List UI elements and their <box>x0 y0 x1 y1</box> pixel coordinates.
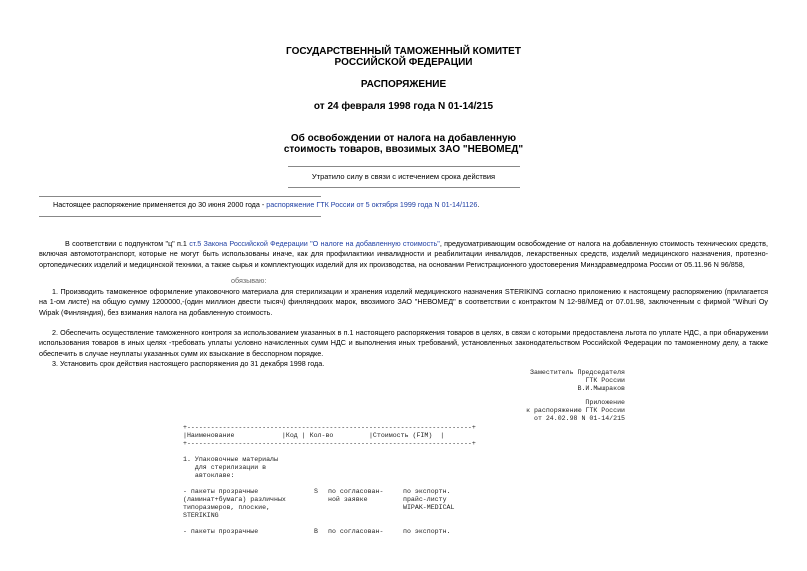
cell-line: по согласован- <box>328 488 384 495</box>
cell-line: WIPAK-MEDICAL <box>403 504 455 511</box>
cell-line: - пакеты прозрачные <box>183 488 259 495</box>
item-3-paragraph: 3. Установить срок действия настоящего распоряжения до 31 декабря 1998 года. <box>52 359 325 368</box>
cell-line: STERIKING <box>183 512 219 519</box>
group-title-line: для стерилизации в <box>183 464 267 471</box>
link-law-vat[interactable]: ст.5 Закона Российской Федерации "О налоге на добавленную стоимость" <box>189 239 440 248</box>
issuer-line-2: РОССИЙСКОЙ ФЕДЕРАЦИИ <box>334 57 473 68</box>
table-row-1-qty <box>328 488 383 504</box>
link-rasporyazhenie-1126[interactable]: распоряжение ГТК России от 5 октября 1999 года N 01-14/1126 <box>266 200 478 209</box>
cell-line: типоразмеров, плоские, <box>183 504 271 511</box>
divider <box>288 166 520 167</box>
table-group-title <box>183 456 278 480</box>
status-lost-force: Утратило силу в связи с истечением срока действия <box>311 172 496 181</box>
table-row-1-code: S <box>314 488 318 495</box>
table-header-separator: +------------------------------------------------------------------------+ <box>183 440 476 447</box>
table-row-2-name: - пакеты прозрачные <box>183 528 259 535</box>
applies-note <box>53 200 753 210</box>
issuer-line-1: ГОСУДАРСТВЕННЫЙ ТАМОЖЕННЫЙ КОМИТЕТ <box>286 46 521 57</box>
preamble-paragraph <box>39 239 768 270</box>
table-row-1-cost <box>403 488 454 512</box>
appendix-caption <box>420 399 625 423</box>
divider <box>39 216 321 217</box>
signature-name: В.И.Мышраков <box>577 385 625 392</box>
signature-position: Заместитель Председателя <box>530 369 625 376</box>
document-type: РАСПОРЯЖЕНИЕ <box>360 79 447 90</box>
group-title-line: автоклаве: <box>183 472 235 479</box>
applies-note-text: Настоящее распоряжение применяется до 30 июня 2000 года - <box>53 200 267 209</box>
preamble-text: В соответствии с подпунктом "ц" п.1 <box>65 239 190 248</box>
cell-line: прайс-листу <box>403 496 447 503</box>
table-row-1-name <box>183 488 286 520</box>
cell-line: ной заявке <box>328 496 368 503</box>
table-row-2-code: B <box>314 528 318 535</box>
document-title-line-2: стоимость товаров, ввозимых ЗАО "НЕВОМЕД" <box>283 144 524 155</box>
table-row-2-qty: по согласован- <box>328 528 384 535</box>
signature-org: ГТК России <box>585 377 625 384</box>
document-date-number: от 24 февраля 1998 года N 01-14/215 <box>313 101 494 112</box>
table-top-border: +------------------------------------------------------------------------+ <box>183 424 476 431</box>
cell-line: (ламинат+бумага) различных <box>183 496 286 503</box>
appendix-date: от 24.02.98 N 01-14/215 <box>533 415 625 422</box>
signature-block <box>420 369 625 393</box>
cell-line: по экспортн. <box>403 488 451 495</box>
divider <box>288 187 520 188</box>
item-1-paragraph: 1. Производить таможенное оформление упаковочного материала для стерилизации и хранения изделий медицинского назначения STERIKING согласно приложению к настоящему распоряжению (прилагается на 1-ом листе) на общую сумму 1200000,-(один миллион двести тысяч) финляндских марок, ввозимого ЗАО "НЕВОМЕД" в соответствии с контрактом N 12-98/МЕД от 07.01.98, заключенным с фирмой "Wihuri Oy Wipak (Финляндия), без взимания налога на добавленную стоимость. <box>39 287 768 317</box>
document-title-line-1: Об освобождении от налога на добавленную <box>290 133 517 144</box>
obliges-word: обязываю: <box>231 276 267 285</box>
appendix-ref: к распоряжению ГТК России <box>526 407 625 414</box>
table-header-row: |Наименование |Код | Кол-во |Стоимость (FIM) | <box>183 432 445 439</box>
divider <box>39 196 321 197</box>
item-2-paragraph: 2. Обеспечить осуществление таможенного контроля за использованием указанных в п.1 настоящего распоряжения товаров в целях, в связи с которыми предоставлена льгота по уплате НДС, а при обнаружении использования товаров в иных целях -требовать уплаты условно начисленных сумм НДС и выполнения иных требований, установленных законодательством Российской Федерации по таможенному делу, а также обеспечить в случае неуплаты указанных сумм их взыскание в бесспорном порядке. <box>39 328 768 358</box>
group-title-line: 1. Упаковочные материалы <box>183 456 278 463</box>
appendix-title: Приложение <box>585 399 625 406</box>
table-row-2-cost: по экспортн. <box>403 528 451 535</box>
preamble-text-end: , предусматривающим освобождение от налога на добавленную стоимость технических средств, включая автомототранспорт, которые не могут быть использованы иначе, как для профилактики инвалидности и реабилитации инвалидов, лекарственных средств, изделий медицинского назначения, протезно-ортопедических изделий и медицинской техники, а также сырья и комплектующих изделий для их производства, на основании Регистрационного удостоверения Минздравмедпрома России от 05.11.96 N 96/858, <box>39 239 768 269</box>
applies-note-end: . <box>477 200 480 209</box>
